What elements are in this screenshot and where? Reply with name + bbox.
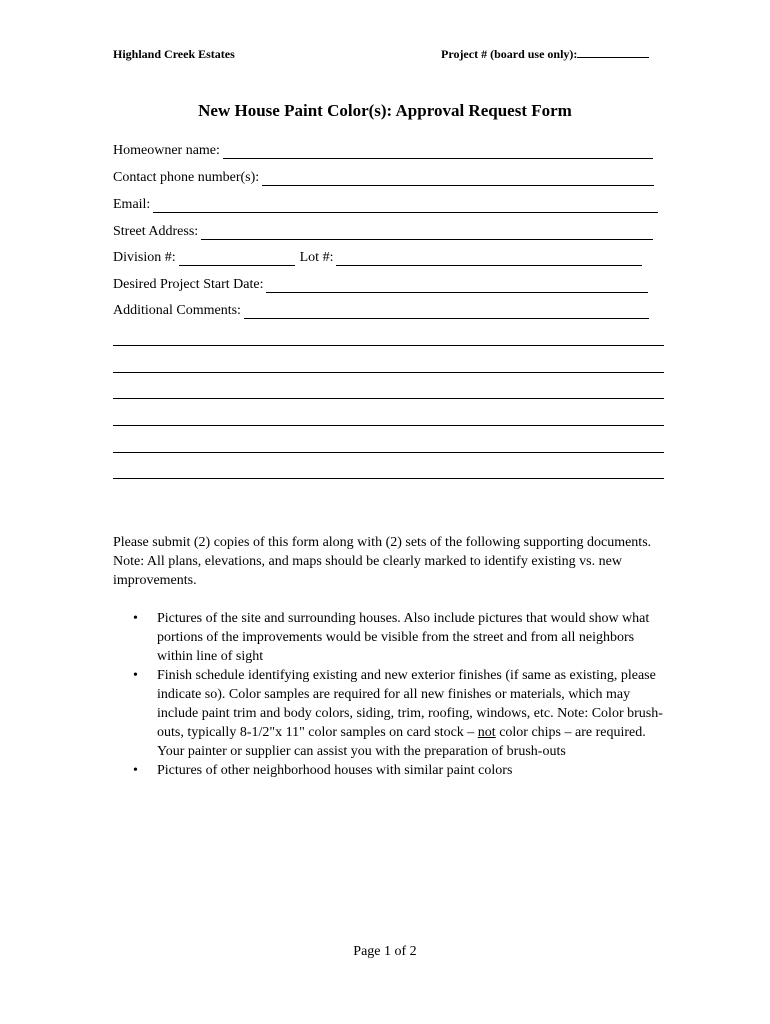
comments-line[interactable]: [113, 452, 664, 453]
list-item-text: color chips – are required. Your painter or supplier can assist you with the preparation of brush-outs: [157, 725, 646, 759]
comments-line[interactable]: [113, 398, 664, 399]
comments-line[interactable]: [113, 478, 664, 479]
instructions-paragraph: Please submit (2) copies of this form along with (2) sets of the following supporting documents. Note: All plans, elevations, and maps should be clearly marked to identify existing vs. new improvements.: [113, 535, 652, 588]
comments-input[interactable]: [244, 304, 649, 319]
email-field: [113, 197, 658, 213]
comments-field: [113, 303, 649, 319]
homeowner-name-label: Homeowner name:: [113, 143, 220, 158]
homeowner-name-input[interactable]: [223, 144, 653, 159]
list-item: [113, 666, 673, 761]
organization-name: Highland Creek Estates: [113, 47, 235, 61]
lot-label: Lot #:: [299, 250, 334, 265]
division-input[interactable]: [179, 251, 295, 266]
division-label: Division #:: [113, 250, 176, 265]
comments-line[interactable]: [113, 372, 664, 373]
underlined-not: not: [477, 725, 496, 740]
list-item-text: Finish schedule identifying existing and new exterior finishes (if same as existing, please indicate so). Color samples are required for all new finishes or materials, which may include paint trim and body colors, siding, trim, roofing, windows, etc. Note: Color brush-outs, typically 8-1/2"x 11" color samples on card stock –: [157, 668, 663, 740]
start-date-label: Desired Project Start Date:: [113, 277, 264, 292]
homeowner-name-field: [113, 143, 653, 159]
comments-line[interactable]: [113, 425, 664, 426]
project-number-blank[interactable]: [577, 47, 649, 58]
bullet-marker: •: [133, 611, 138, 626]
list-item: [113, 609, 673, 666]
start-date-input[interactable]: [266, 278, 648, 293]
email-input[interactable]: [153, 198, 658, 213]
form-title: New House Paint Color(s): Approval Request Form: [198, 101, 572, 120]
project-number-label: Project # (board use only):: [441, 47, 578, 61]
street-address-field: [113, 224, 653, 240]
street-address-input[interactable]: [201, 225, 653, 240]
project-number-field: [441, 47, 649, 62]
bullet-marker: •: [133, 668, 138, 683]
email-label: Email:: [113, 197, 151, 212]
lot-input[interactable]: [336, 251, 642, 266]
list-item-text: Pictures of the site and surrounding houses. Also include pictures that would show what portions of the improvements would be visible from the street and from all neighbors within line of sight: [157, 611, 650, 664]
bullet-marker: •: [133, 763, 138, 778]
list-item: [113, 761, 673, 780]
list-item-text: Pictures of other neighborhood houses with similar paint colors: [157, 763, 513, 778]
contact-phone-input[interactable]: [262, 171, 654, 186]
division-lot-field: [113, 250, 642, 266]
comments-label: Additional Comments:: [113, 303, 241, 318]
comments-line[interactable]: [113, 345, 664, 346]
supporting-documents-list: [113, 609, 673, 780]
street-address-label: Street Address:: [113, 224, 199, 239]
contact-phone-field: [113, 170, 654, 186]
contact-phone-label: Contact phone number(s):: [113, 170, 260, 185]
page-number: Page 1 of 2: [353, 944, 417, 959]
start-date-field: [113, 277, 648, 293]
